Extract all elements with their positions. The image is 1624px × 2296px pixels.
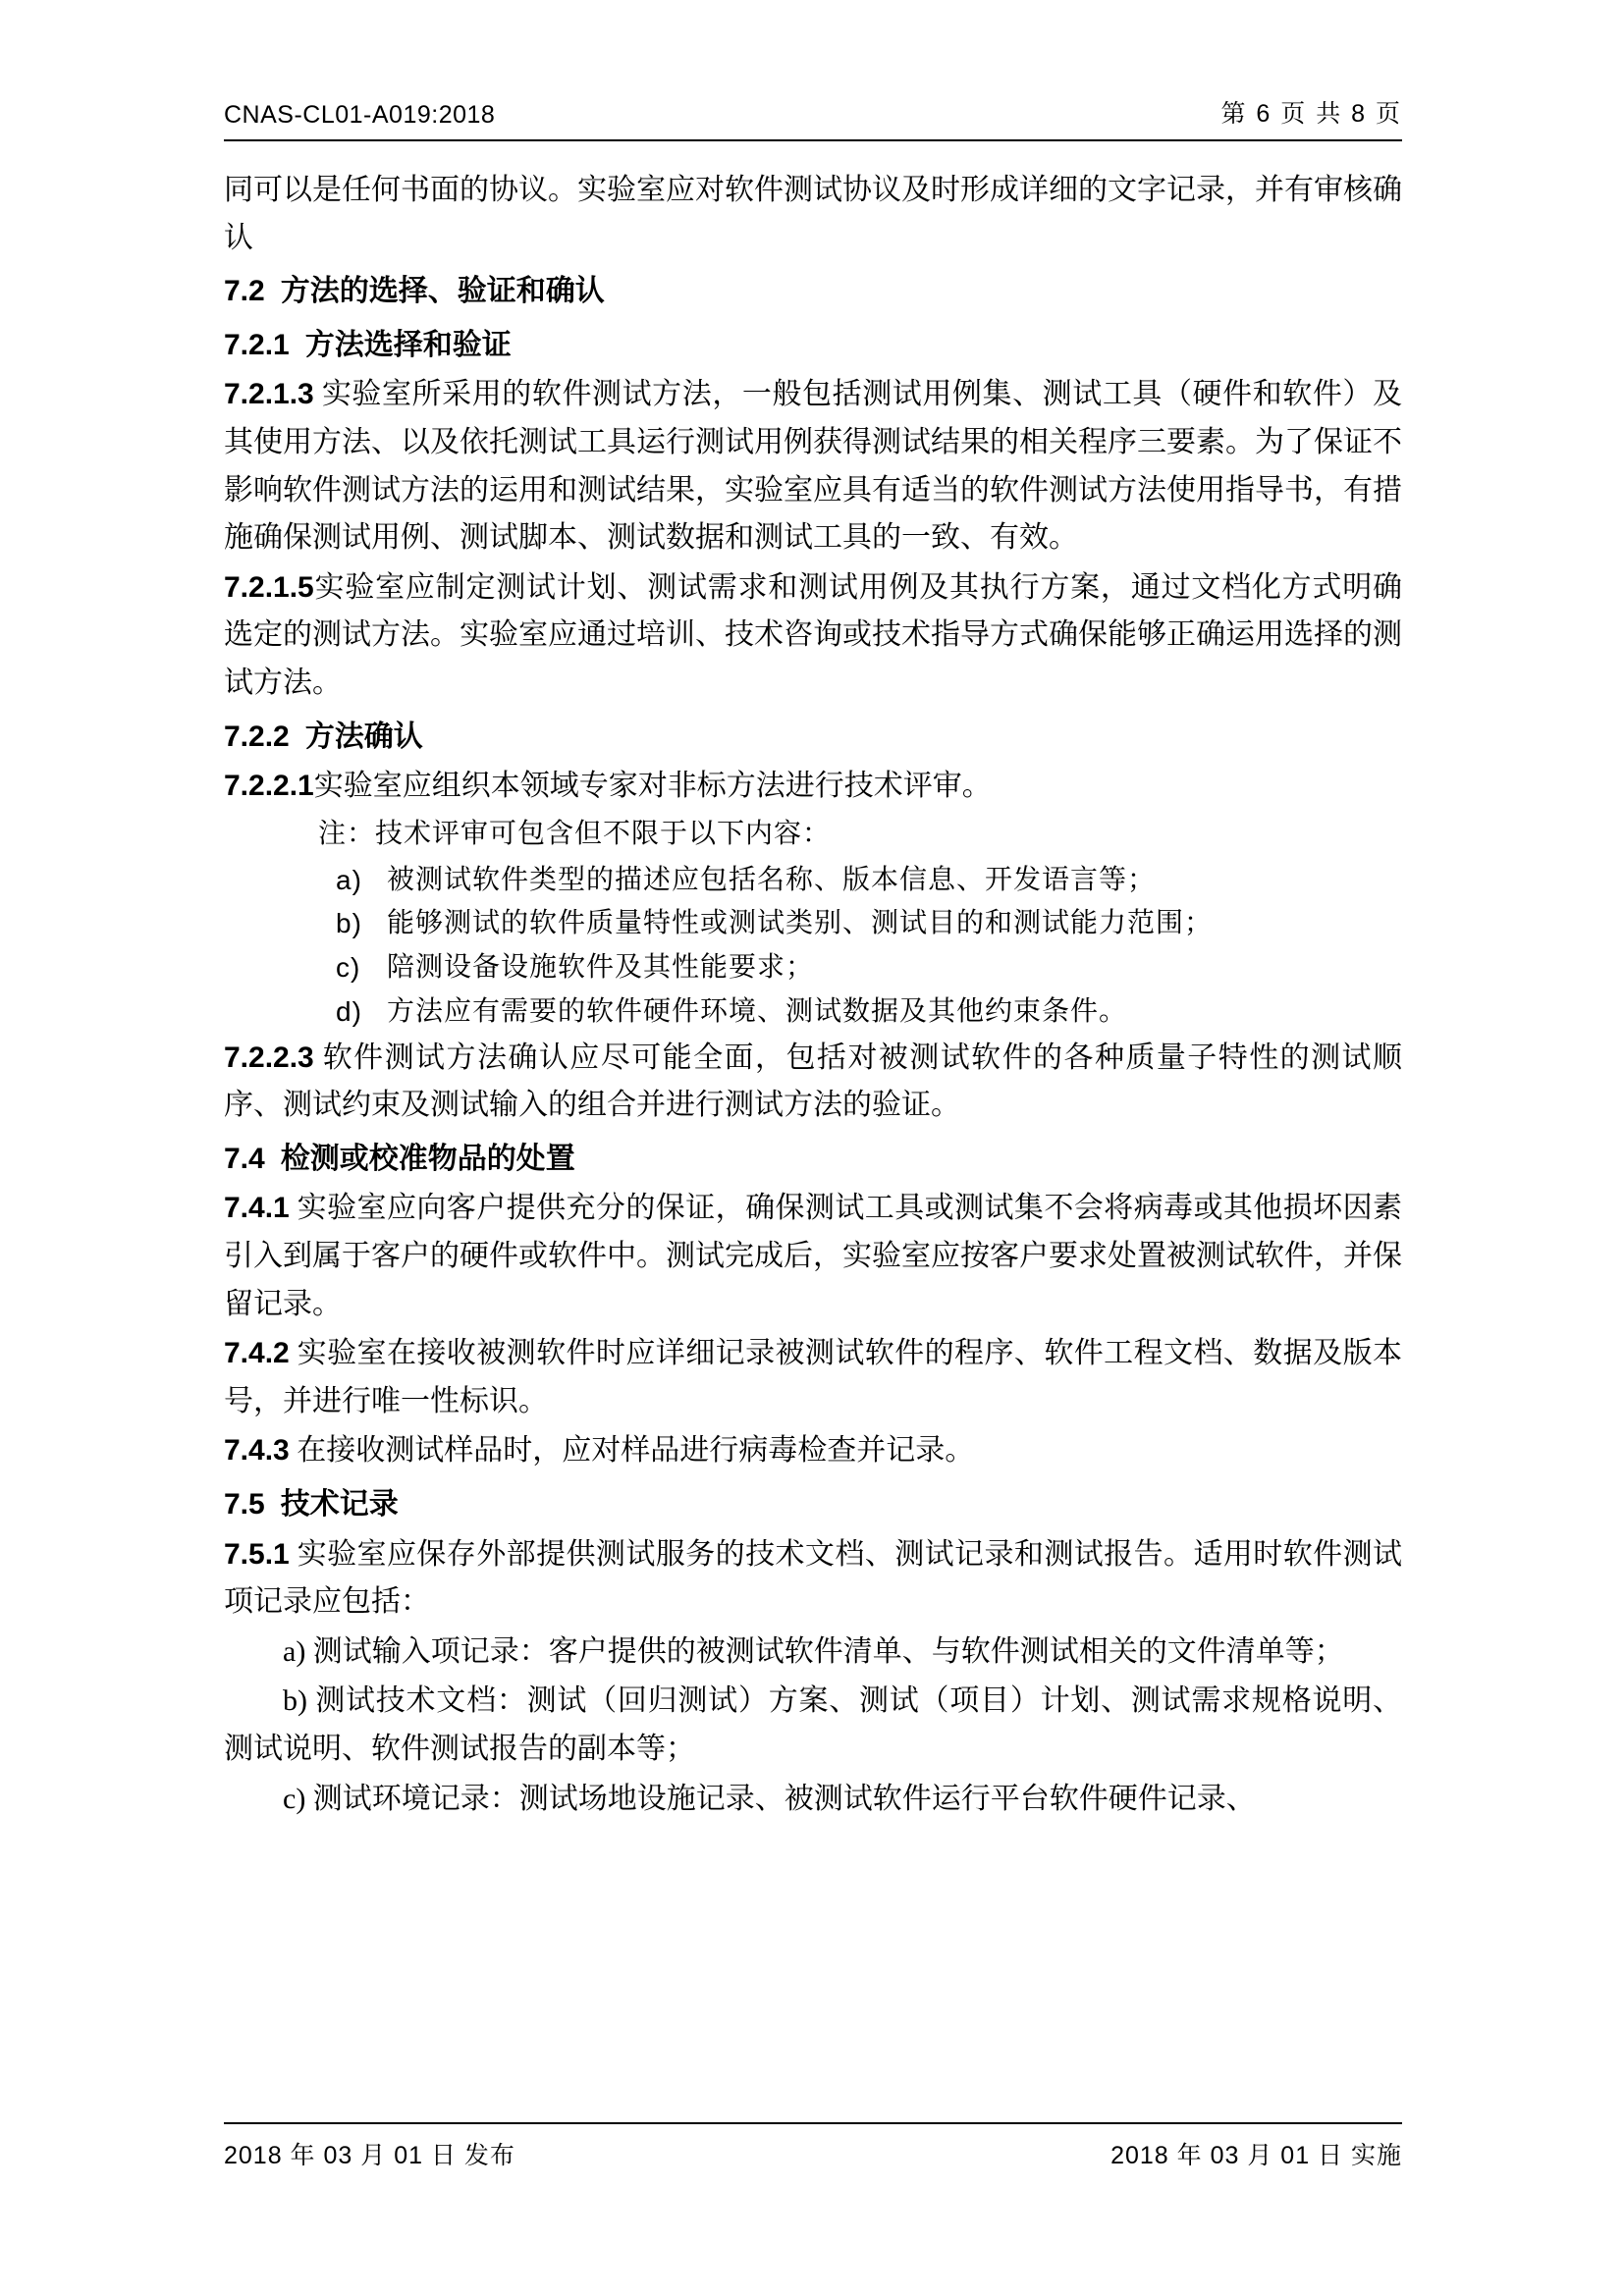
note-item-d-label: d) xyxy=(336,995,362,1027)
clause-7-2-2-1 xyxy=(224,763,1402,811)
clause-7-4-1-number: 7.4.1 xyxy=(224,1192,290,1225)
note-block xyxy=(318,813,1402,1035)
page-header xyxy=(224,94,1402,139)
clause-7-2-2-3 xyxy=(224,1035,1402,1130)
clause-7-5-1-text: 实验室应保存外部提供测试服务的技术文档、测试记录和测试报告。适用时软件测试项记录应包括： xyxy=(224,1537,1403,1619)
clause-7-2-2-3-number: 7.2.2.3 xyxy=(224,1041,314,1074)
clause-7-4-3-number: 7.4.3 xyxy=(224,1434,290,1468)
clause-7-2-2-1-number: 7.2.2.1 xyxy=(224,770,314,803)
clause-7-2-2-1-text: 实验室应组织本领域专家对非标方法进行技术评审。 xyxy=(313,770,992,803)
note-list-item-a xyxy=(336,859,1402,903)
heading-7-2-title: 方法的选择、验证和确认 xyxy=(280,275,605,308)
clause-7-4-2-text: 实验室在接收被测软件时应详细记录被测试软件的程序、软件工程文档、数据及版本号，并进行唯一性标识。 xyxy=(224,1337,1403,1417)
page-content xyxy=(224,94,1402,1825)
note-item-b-text: 能够测试的软件质量特性或测试类别、测试目的和测试能力范围； xyxy=(387,908,1214,939)
note-intro: 注：技术评审可包含但不限于以下内容： xyxy=(318,818,832,849)
note-item-b-label: b) xyxy=(336,908,362,939)
heading-7-5 xyxy=(224,1481,1402,1529)
footer-effective-date: 2018 年 03 月 01 日 实施 xyxy=(1110,2142,1402,2169)
document-body xyxy=(224,167,1402,1823)
heading-7-4-number: 7.4 xyxy=(224,1142,265,1175)
heading-7-2-number: 7.2 xyxy=(224,275,265,308)
note-item-d-text: 方法应有需要的软件硬件环境、测试数据及其他约束条件。 xyxy=(387,995,1128,1027)
clause-7-4-1 xyxy=(224,1185,1402,1328)
heading-7-4-title: 检测或校准物品的处置 xyxy=(280,1142,575,1175)
heading-7-4 xyxy=(224,1136,1402,1184)
clause-7-2-1-5-text: 实验室应制定测试计划、测试需求和测试用例及其执行方案，通过文档化方式明确选定的测试方法。实验室应通过培训、技术咨询或技术指导方式确保能够正确运用选择的测试方法。 xyxy=(224,570,1402,699)
clause-7-2-1-5-number: 7.2.1.5 xyxy=(224,570,314,604)
note-list-item-d xyxy=(336,990,1402,1035)
heading-7-2-1-number: 7.2.1 xyxy=(224,328,290,361)
clause-7-4-2-number: 7.4.2 xyxy=(224,1337,290,1370)
list-item-c-751: c) 测试环境记录：测试场地设施记录、被测试软件运行平台软件硬件记录、 xyxy=(283,1782,1256,1815)
heading-7-2 xyxy=(224,268,1402,316)
note-item-c-label: c) xyxy=(336,952,361,984)
opening-paragraph: 同可以是任何书面的协议。实验室应对软件测试协议及时形成详细的文字记录，并有审核确认 xyxy=(224,174,1402,254)
clause-7-2-1-3 xyxy=(224,371,1402,561)
clause-7-5-1 xyxy=(224,1531,1402,1627)
clause-7-2-1-5 xyxy=(224,564,1402,708)
page-number: 第 6 页 共 8 页 xyxy=(1220,100,1402,128)
page-footer xyxy=(224,2122,1402,2171)
footer-issue-date: 2018 年 03 月 01 日 发布 xyxy=(224,2142,515,2169)
list-item-b-751: b) 测试技术文档：测试（回归测试）方案、测试（项目）计划、测试需求规格说明、测试说明、软件测试报告的副本等； xyxy=(224,1684,1402,1766)
clause-7-5-1-number: 7.5.1 xyxy=(224,1537,290,1571)
clause-7-2-1-3-number: 7.2.1.3 xyxy=(224,378,314,411)
note-list-item-b xyxy=(336,902,1402,946)
clause-7-4-3-text: 在接收测试样品时，应对样品进行病毒检查并记录。 xyxy=(297,1434,975,1468)
note-item-c-text: 陪测设备设施软件及其性能要求； xyxy=(387,952,815,984)
document-code: CNAS-CL01-A019:2018 xyxy=(224,101,496,129)
clause-7-2-1-3-text: 实验室所采用的软件测试方法，一般包括测试用例集、测试工具（硬件和软件）及其使用方法、以及依托测试工具运行测试用例获得测试结果的相关程序三要素。为了保证不影响软件测试方法的运用和测试结果，实验室应具有适当的软件测试方法使用指导书，有措施确保测试用例、测试脚本、测试数据和测试工具的一致、有效。 xyxy=(224,378,1403,555)
note-item-a-text: 被测试软件类型的描述应包括名称、版本信息、开发语言等； xyxy=(387,864,1157,895)
clause-7-4-3 xyxy=(224,1427,1402,1475)
heading-7-2-1 xyxy=(224,322,1402,370)
heading-7-5-number: 7.5 xyxy=(224,1488,265,1522)
clause-7-2-2-3-text: 软件测试方法确认应尽可能全面，包括对被测试软件的各种质量子特性的测试顺序、测试约束及测试输入的组合并进行测试方法的验证。 xyxy=(224,1041,1403,1122)
header-divider xyxy=(224,139,1402,141)
heading-7-5-title: 技术记录 xyxy=(280,1488,399,1522)
clause-7-4-2 xyxy=(224,1330,1402,1425)
note-item-a-label: a) xyxy=(336,864,362,895)
heading-7-2-2-number: 7.2.2 xyxy=(224,720,290,753)
heading-7-2-2 xyxy=(224,714,1402,762)
heading-7-2-2-title: 方法确认 xyxy=(304,720,423,753)
clause-7-4-1-text: 实验室应向客户提供充分的保证，确保测试工具或测试集不会将病毒或其他损坏因素引入到属于客户的硬件或软件中。测试完成后，实验室应按客户要求处置被测试软件，并保留记录。 xyxy=(224,1192,1403,1320)
note-list-item-c xyxy=(336,946,1402,990)
heading-7-2-1-title: 方法选择和验证 xyxy=(304,328,512,361)
list-item-a-751: a) 测试输入项记录：客户提供的被测试软件清单、与软件测试相关的文件清单等； xyxy=(283,1634,1344,1668)
